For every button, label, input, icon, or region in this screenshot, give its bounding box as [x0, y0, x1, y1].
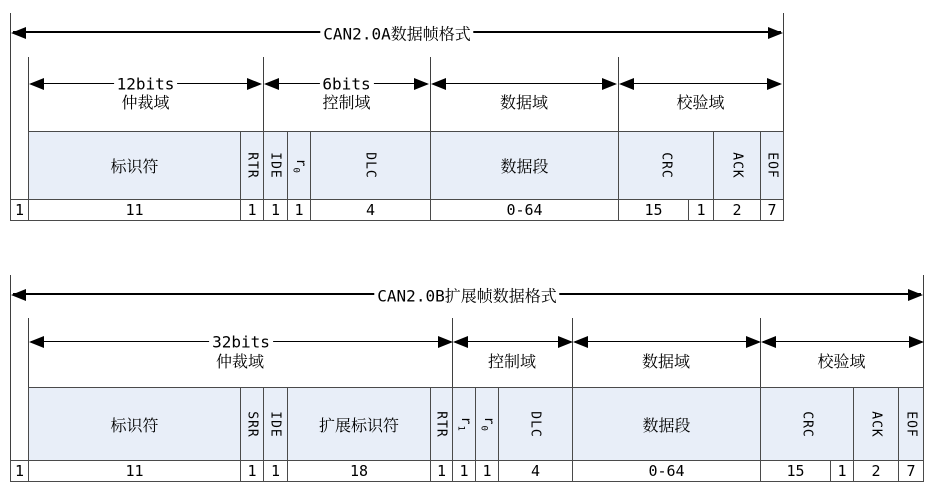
field-cell-r0	[475, 387, 499, 461]
field-label: ACK	[729, 152, 745, 179]
field-cell-ide	[263, 387, 288, 461]
arrow-line	[763, 341, 922, 342]
field-label: RTR	[434, 410, 450, 438]
group-arrow-data	[573, 336, 761, 348]
field-label: ACK	[868, 410, 884, 438]
bit-count-crc-delimiter: 1	[830, 460, 854, 482]
bit-count-rtr: 1	[240, 199, 264, 221]
arrow-line	[455, 341, 571, 342]
bit-count-r1: 1	[452, 460, 476, 482]
bit-count-data: 0-64	[430, 199, 619, 221]
bit-count-dlc: 4	[310, 199, 431, 221]
bit-count-ide: 1	[263, 460, 288, 482]
group-name-arbitration: 仲裁域	[121, 93, 170, 112]
group-bits-label: 12bits	[114, 75, 178, 94]
field-cell-rtr	[430, 387, 453, 461]
field-label: 数据段	[500, 157, 549, 176]
title-span-arrow	[11, 286, 923, 306]
arrow-right-head	[746, 336, 761, 348]
field-label: SRR	[244, 410, 260, 438]
group-name-data: 数据域	[499, 93, 548, 112]
field-cell-r1	[452, 387, 476, 461]
field-label: 标识符	[110, 157, 159, 176]
arrow-right-head	[908, 289, 923, 301]
field-label: 数据段	[642, 415, 691, 435]
diagram-title: CAN2.0A数据帧格式	[320, 22, 473, 45]
field-cell-identifier	[28, 387, 241, 461]
group-name-control: 控制域	[322, 93, 371, 112]
bit-count-sof: 1	[10, 460, 29, 482]
group-name-control: 控制域	[487, 352, 536, 371]
field-label: $r_1$	[455, 416, 473, 432]
arrow-left-head	[453, 336, 468, 348]
field-label: RTR	[244, 152, 260, 179]
bit-count-srr: 1	[240, 460, 264, 482]
field-label: DLC	[527, 410, 543, 438]
bit-count-r0: 1	[287, 199, 311, 221]
group-name-check: 校验域	[676, 93, 725, 112]
field-label: EOF	[764, 152, 780, 179]
bit-count-sof: 1	[10, 199, 29, 221]
group-arrow-arbitration	[29, 332, 453, 352]
arrow-left-head	[761, 336, 776, 348]
group-arrow-control	[453, 336, 573, 348]
field-label: IDE	[268, 152, 284, 179]
field-label: IDE	[268, 410, 284, 438]
group-name-data: 数据域	[641, 352, 690, 371]
field-label: EOF	[903, 410, 919, 438]
arrow-left-head	[29, 336, 44, 348]
bit-count-crc-delimiter: 1	[688, 199, 714, 221]
field-cell-eof	[898, 387, 924, 461]
bit-count-identifier: 11	[28, 460, 241, 482]
field-cell-crc	[760, 387, 854, 461]
field-label: 标识符	[110, 415, 159, 435]
arrow-left-head	[11, 289, 26, 301]
field-cell-extended-identifier	[287, 387, 431, 461]
arrow-right-head	[438, 336, 453, 348]
field-cell-dlc	[498, 387, 573, 461]
field-label: DLC	[362, 152, 378, 179]
bit-count-ack: 2	[853, 460, 899, 482]
bit-count-crc: 15	[618, 199, 689, 221]
bit-count-rtr: 1	[430, 460, 453, 482]
bit-count-r0: 1	[475, 460, 499, 482]
group-arrow-check	[761, 336, 924, 348]
bit-count-extended-identifier: 18	[287, 460, 431, 482]
arrow-left-head	[573, 336, 588, 348]
field-cell-srr	[240, 387, 264, 461]
bit-count-eof: 7	[760, 199, 784, 221]
bit-count-eof: 7	[898, 460, 924, 482]
bit-count-ide: 1	[263, 199, 288, 221]
bit-count-ack: 2	[713, 199, 761, 221]
group-bits-label: 6bits	[319, 75, 373, 94]
group-name-check: 校验域	[817, 352, 866, 371]
field-cell-ack	[853, 387, 899, 461]
group-bits-label: 32bits	[209, 333, 273, 352]
field-label: CRC	[658, 152, 674, 179]
field-label: $r_0$	[290, 158, 308, 173]
group-name-arbitration: 仲裁域	[215, 352, 264, 371]
frame-left-edge-line	[10, 275, 11, 482]
arrow-right-head	[909, 336, 924, 348]
bit-count-data: 0-64	[572, 460, 761, 482]
bit-count-identifier: 11	[28, 199, 241, 221]
bit-count-crc: 15	[760, 460, 831, 482]
field-label: $r_0$	[478, 416, 496, 432]
field-cell-data-segment	[572, 387, 761, 461]
bit-count-dlc: 4	[498, 460, 573, 482]
field-label: 扩展标识符	[318, 415, 399, 435]
diagram-title: CAN2.0B扩展帧数据格式	[374, 284, 559, 307]
arrow-right-head	[558, 336, 573, 348]
field-label: CRC	[799, 410, 815, 438]
arrow-line	[575, 341, 759, 342]
